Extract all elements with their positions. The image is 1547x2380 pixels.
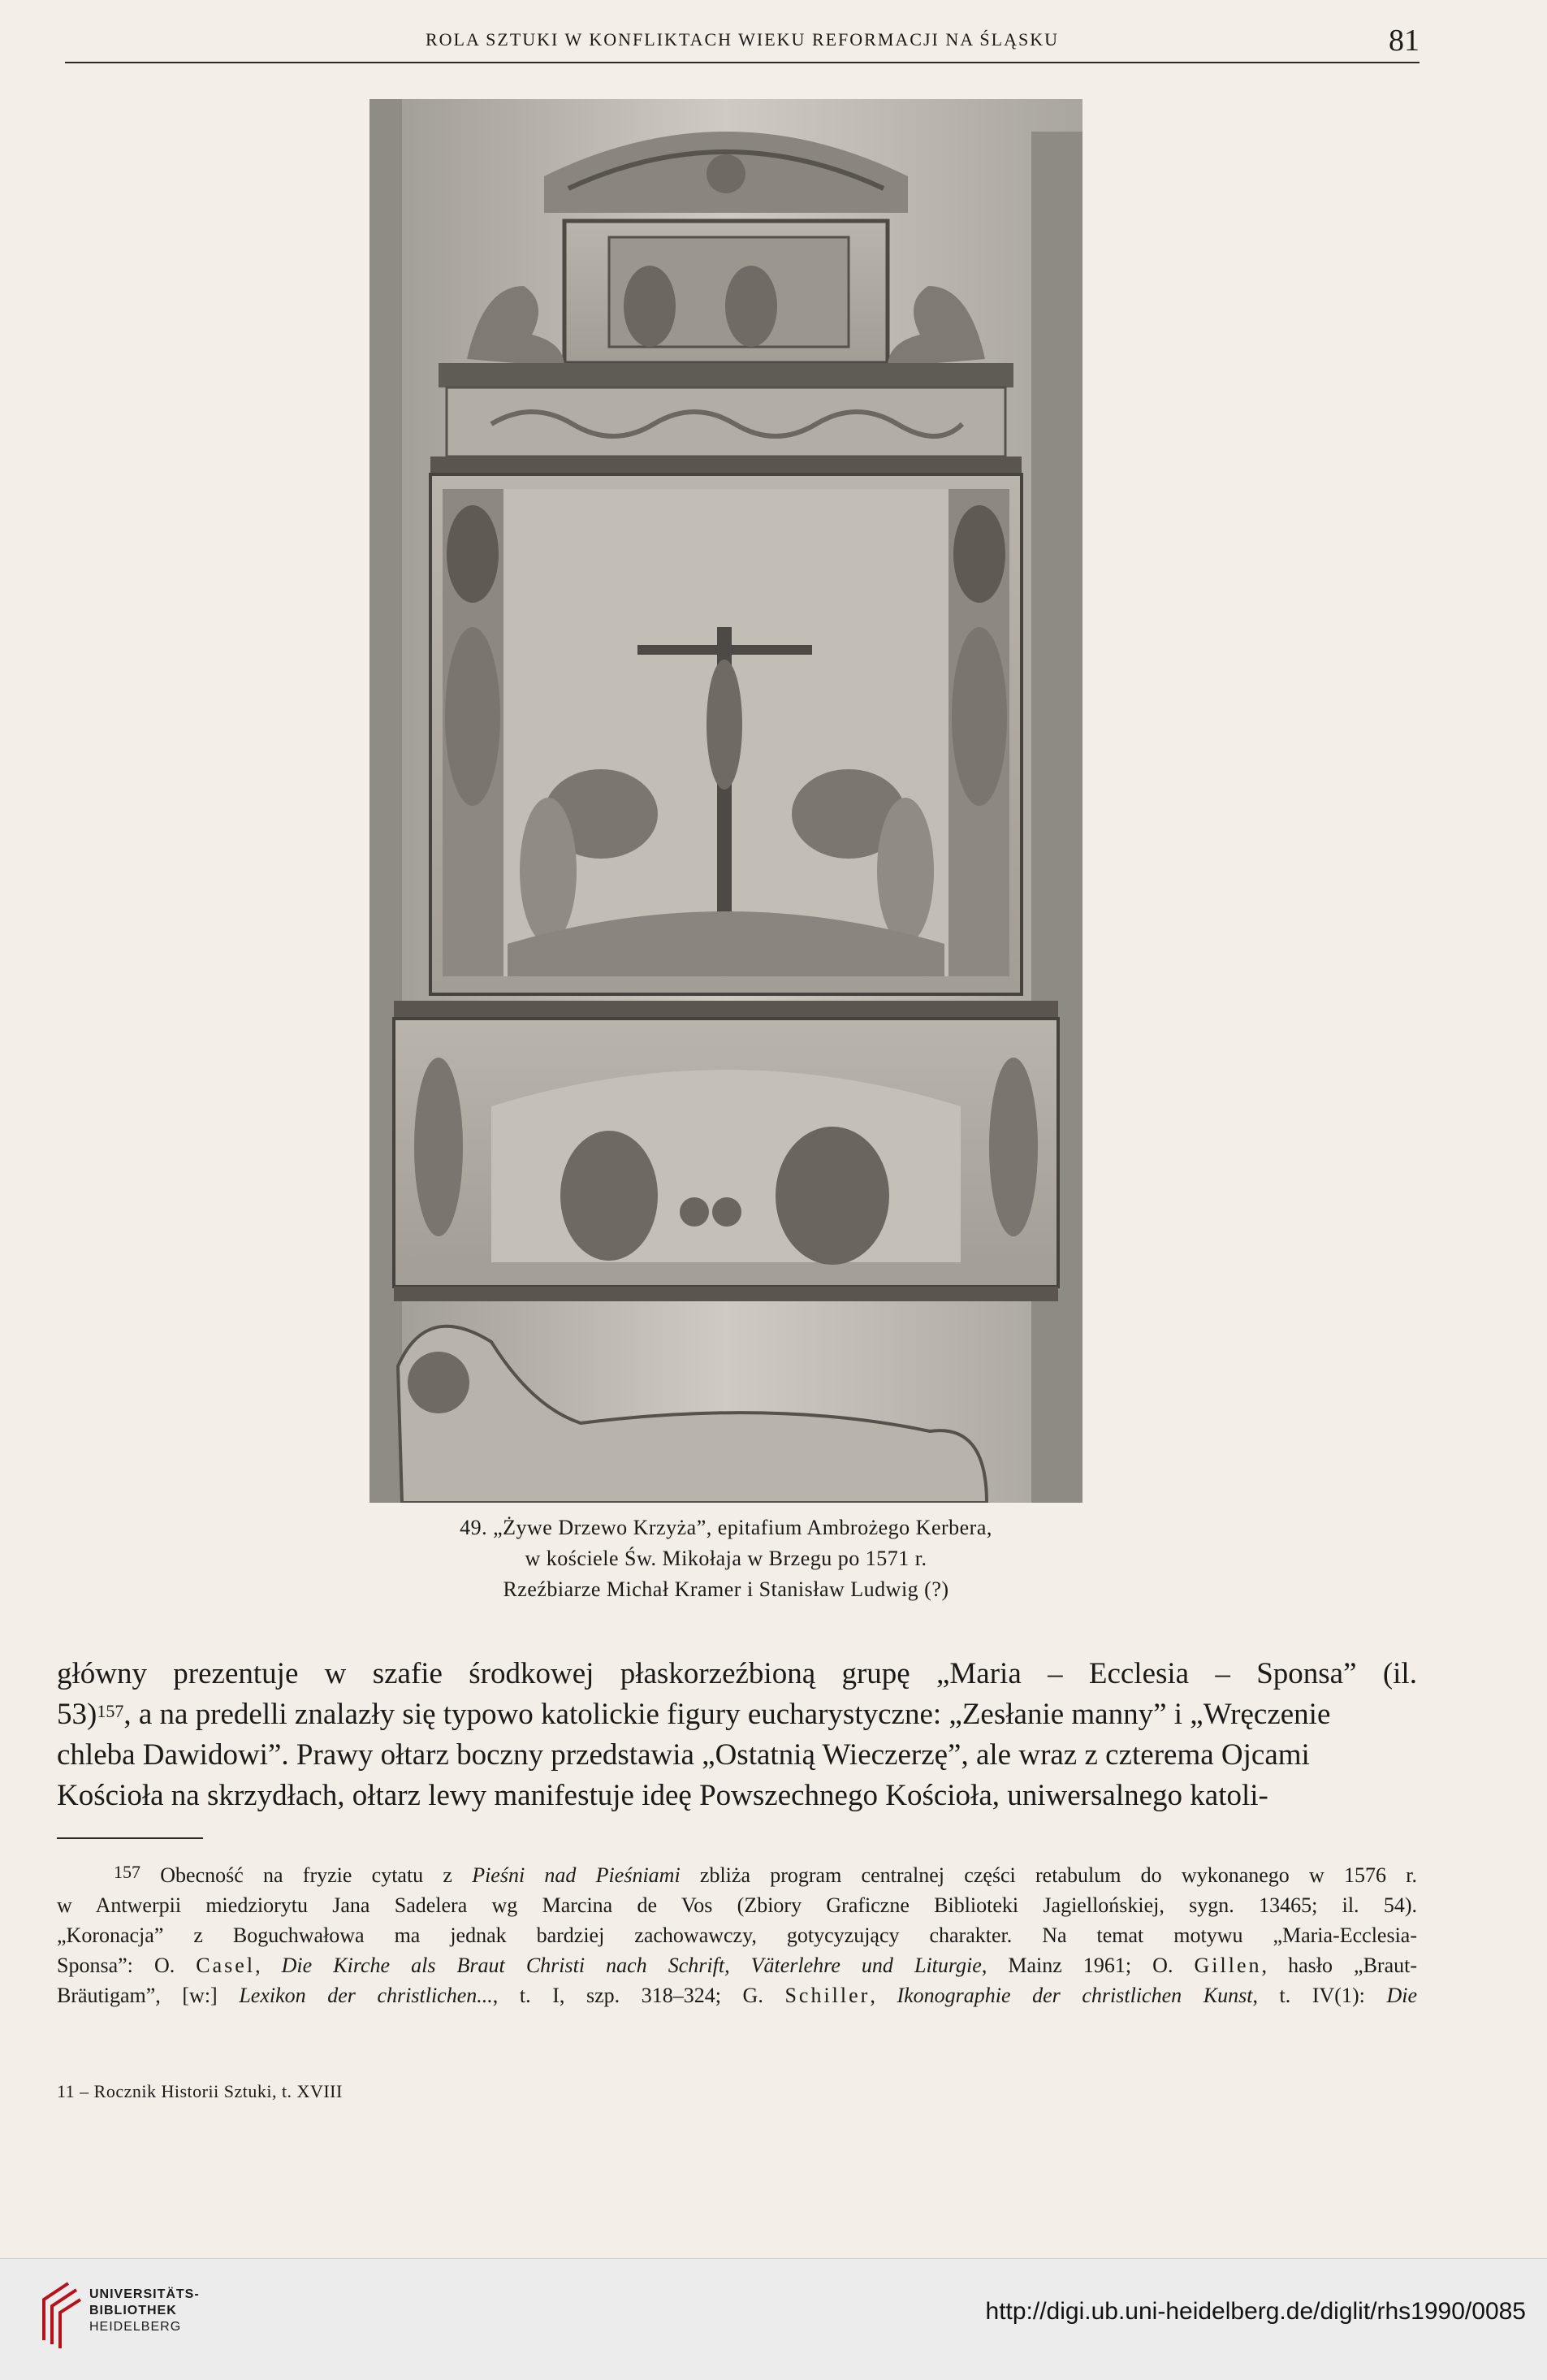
word: grupę xyxy=(841,1657,910,1690)
word: szafie xyxy=(372,1657,443,1690)
epitaph-illustration xyxy=(369,99,1082,1503)
library-name-line: HEIDELBERG xyxy=(89,2320,182,2334)
text: „Koronacja” z Boguchwałowa ma jednak bardziej zachowawczy, gotycyzujący charakter. Na temat motywu „Maria-Ecclesia- xyxy=(57,1923,1417,1947)
italic-title: Die xyxy=(1386,1984,1418,2007)
footnote-number: 157 xyxy=(114,1862,140,1882)
footnote-line xyxy=(57,1950,1417,1980)
footnote-line xyxy=(57,1890,1417,1920)
author: Gillen xyxy=(1194,1954,1262,1977)
word: (il. xyxy=(1382,1657,1417,1690)
library-logo-icon xyxy=(36,2275,84,2356)
library-footer xyxy=(0,2258,1547,2380)
word: Sponsa” xyxy=(1256,1657,1357,1690)
text: , t. IV(1): xyxy=(1252,1984,1387,2007)
epitaph-photograph xyxy=(369,99,1082,1503)
body-paragraph xyxy=(57,1654,1417,1816)
footnote xyxy=(57,1860,1417,2010)
text: Sponsa”: O. xyxy=(57,1954,197,1977)
caption-line: w kościele Św. Mikołaja w Brzegu po 1571 r. xyxy=(525,1547,927,1570)
logo-stroke xyxy=(60,2300,80,2348)
text: chleba Dawidowi”. Prawy ołtarz boczny przedstawia „Ostatnią Wieczerzę”, ale wraz z czterema Ojcami xyxy=(57,1738,1310,1772)
body-line-2 xyxy=(57,1694,1417,1735)
footnote-line xyxy=(57,1980,1417,2010)
caption-line: 49. „Żywe Drzewo Krzyża”, epitafium Ambrożego Kerbera, xyxy=(460,1516,992,1539)
printer-signature: 11 – Rocznik Historii Sztuki, t. XVIII xyxy=(57,2081,343,2101)
source-url-link[interactable]: http://digi.ub.uni-heidelberg.de/diglit/rhs1990/0085 xyxy=(985,2298,1526,2325)
running-title: ROLA SZTUKI W KONFLIKTACH WIEKU REFORMACJI NA ŚLĄSKU xyxy=(426,29,1059,50)
figure-caption xyxy=(369,1512,1082,1605)
text: , xyxy=(255,1954,282,1977)
word: w xyxy=(324,1657,347,1690)
text: , hasło „Braut- xyxy=(1261,1954,1418,1977)
library-name-line: UNIVERSITÄTS- xyxy=(89,2287,200,2301)
author: Schiller xyxy=(784,1984,871,2007)
footnote-line xyxy=(57,1920,1417,1950)
text: w Antwerpii miedziorytu Jana Sadelera wg Marcina de Vos (Zbiory Graficzne Biblioteki Jagiellońskiej, sygn. 13465; il. 54). xyxy=(57,1893,1417,1917)
footnote-ref: 157 xyxy=(97,1701,124,1721)
italic-title: Die Kirche als Braut Christi nach Schrift, Väterlehre und Liturgie xyxy=(281,1954,982,1977)
text: , t. I, szp. 318–324; G. xyxy=(492,1984,785,2007)
word: – xyxy=(1215,1657,1230,1690)
logo-strokes xyxy=(44,2283,80,2348)
library-name-line: BIBLIOTHEK xyxy=(89,2304,177,2317)
text: zbliża program centralnej części retabulum do wykonanego w 1576 r. xyxy=(680,1863,1417,1887)
italic-title: Pieśni nad Pieśniami xyxy=(472,1863,681,1887)
logo-stroke xyxy=(44,2283,68,2340)
text: 53) xyxy=(57,1698,97,1731)
word: główny xyxy=(57,1657,147,1690)
text: Kościoła na skrzydłach, ołtarz lewy manifestuje ideę Powszechnego Kościoła, uniwersalnego katoli- xyxy=(57,1779,1268,1812)
running-header xyxy=(65,23,1420,63)
word: „Maria xyxy=(936,1657,1022,1690)
word: płaskorzeźbioną xyxy=(620,1657,816,1690)
word: Ecclesia xyxy=(1088,1657,1190,1690)
word: – xyxy=(1048,1657,1063,1690)
word: prezentuje xyxy=(173,1657,299,1690)
text: , a na predelli znalazły się typowo katolickie figury eucharystyczne: „Zesłanie manny” i „Wręczenie xyxy=(123,1698,1331,1731)
footnote-divider xyxy=(57,1837,203,1839)
word: środkowej xyxy=(469,1657,594,1690)
text: , xyxy=(870,1984,897,2007)
body-line-3 xyxy=(57,1735,1417,1776)
italic-title: Lexikon der christlichen... xyxy=(239,1984,493,2007)
library-name xyxy=(89,2287,200,2335)
caption-line: Rzeźbiarze Michał Kramer i Stanisław Ludwig (?) xyxy=(503,1577,949,1601)
italic-title: Ikonographie der christlichen Kunst xyxy=(897,1984,1253,2007)
body-line-2-text xyxy=(57,1694,1330,1735)
text: Obecność na fryzie cytatu z xyxy=(160,1863,473,1887)
author: Casel xyxy=(196,1954,256,1977)
footnote-line xyxy=(57,1860,1417,1890)
page-number: 81 xyxy=(1389,24,1420,58)
text: Bräutigam”, [w:] xyxy=(57,1984,240,2007)
logo-stroke xyxy=(52,2290,76,2344)
body-line-1 xyxy=(57,1654,1417,1694)
body-line-4 xyxy=(57,1776,1417,1816)
text: , Mainz 1961; O. xyxy=(981,1954,1195,1977)
